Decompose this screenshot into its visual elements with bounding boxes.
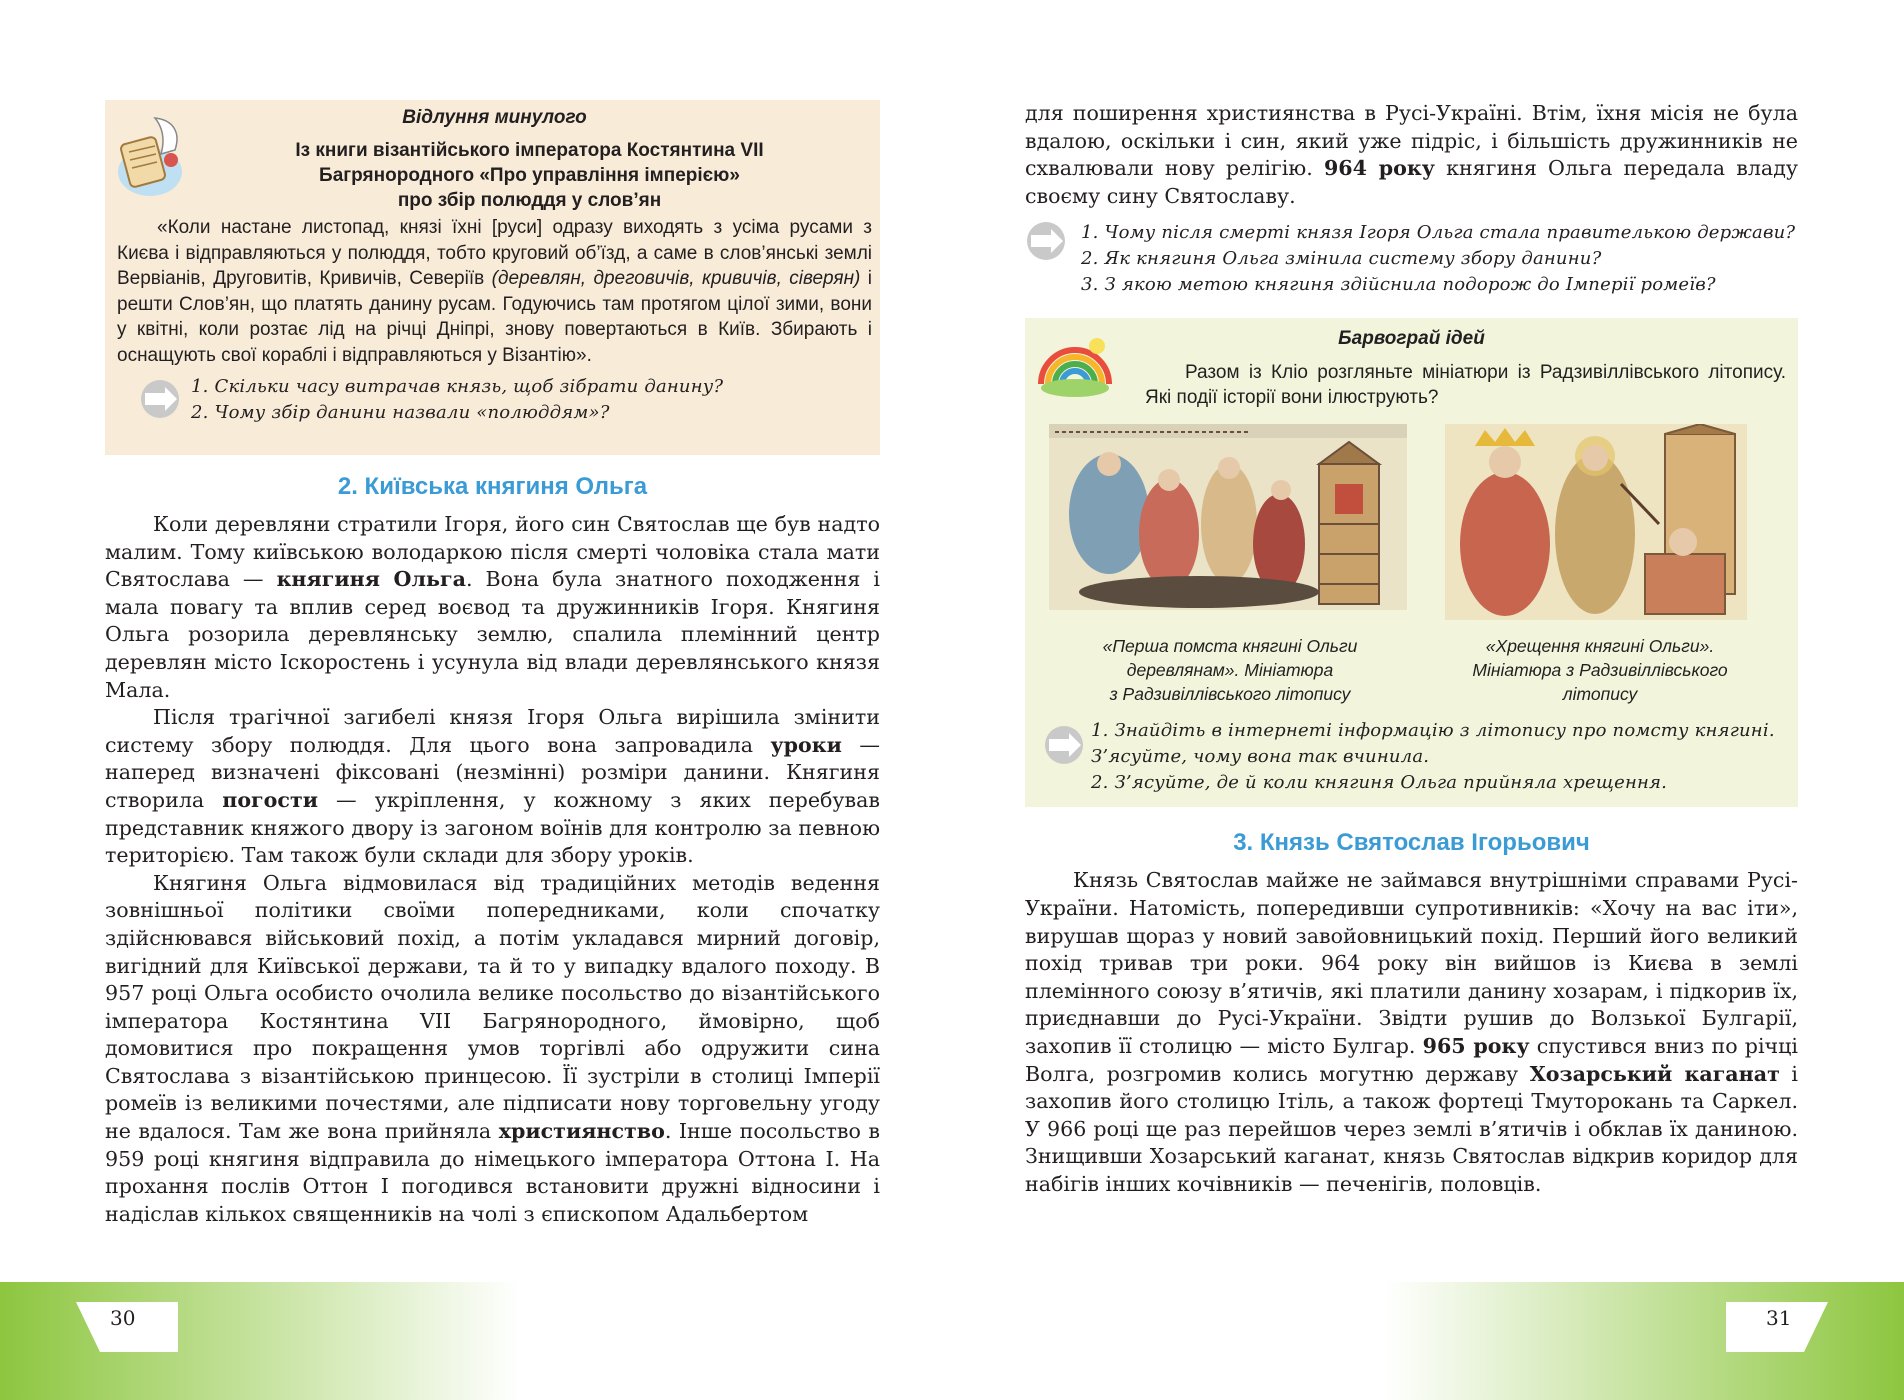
text-run: — наперед визначені фіксовані (незмінні) розміри данини. Княгиня створила [105,732,880,812]
source-title-line: Багрянородного «Про управління імперією» [319,165,740,186]
question-arrow-icon [139,378,181,420]
source-title [187,138,872,213]
idea-question: 1. Знайдіть в інтернеті інформацію з літопису про помсту княгині. З’ясуйте, чому вона так вчинила. [1091,720,1775,768]
caption-line: літопису [1562,684,1638,705]
body-paragraph [105,870,880,1229]
text-run: — укріплення, у кожному з яких перебував представник княжого двору із загоном воїнів для контролю за певною територією. Там також були склади для збору уроків. [105,787,881,868]
idea-question: 2. З’ясуйте, де й коли княгиня Ольга прийняла хрещення. [1091,772,1668,794]
echo-question: 1. Скільки часу витрачав князь, щоб зібрати данину? [191,376,724,397]
idea-box-title: Барвограй ідей [1338,328,1485,350]
echo-question: 2. Чому збір данини назвали «полюддям»? [191,402,610,423]
body-paragraph [105,511,880,704]
caption-line: деревлянам». Мініатюра [1126,660,1334,681]
emphasis: княгиня Ольга [276,567,466,592]
idea-questions [1025,718,1831,796]
echo-questions [117,374,872,426]
miniature-olga-baptism [1445,424,1747,620]
text-run: Князь Святослав майже не займався внутрішніми справами Русі-України. Натомість, попередивши супротивників: «Хочу на вас іти», вирушав щораз у новий завойовницький похід. Перший його великий похід тривав три роки. 964 року він вийшов із Києва в землі племінного союзу в’ятичів, які платили данину хозарам, і підкорив їх, приєднавши до Русі-України. Звідти рушив до Волзької Булгарії, захопив її столицю — місто Булгар. [1025,868,1798,1058]
text-run: . Інше посольство в 959 році княгиня відправила до німецького імператора Оттона І. На прохання послів Оттон І погодився встановити дружні відносини і надіслав кількох священників на чолі з єпископом Адальбертом [105,1119,880,1226]
text-run: Княгиня Ольга відмовилася від традиційних методів ведення зовнішньої політики своїми попередниками, коли спочатку здійснювався військовий похід, а потім укладався мирний договір, вигідний для Київської держави, та й то у випадку вдалого походу. В 957 році Ольга особисто очолила велике посольство до візантійського імператора Костянтина VII Багрянородного, ймовірно, щоб домовитися про покращення умов торгівлі або одружити сина Святослава з візантійською принцесою. Її зустріли в столиці Імперії ромеїв із великими почестями, але підписати нову торговельну угоду не вдалося. Там же вона прийняла [105,870,880,1144]
chronicle-quote [117,215,872,368]
scroll-quill-icon [115,110,185,200]
emphasis: 964 року [1323,156,1435,181]
section-title-olga: 2. Київська княгиня Ольга [337,473,648,500]
continued-paragraph [1025,100,1798,210]
text-run: Коли деревляни стратили Ігоря, його син Святослав ще був надто малим. Тому київською володаркою після смерті чоловіка стала мати Святослава — [105,512,880,592]
right-column [1025,100,1798,1199]
caption-line: «Перша помста княгині Ольги [1102,636,1358,657]
emphasis: погости [222,787,318,812]
idea-box [1025,318,1798,807]
olga-text [105,511,880,1228]
source-title-line: про збір полюддя у слов’ян [397,190,662,211]
page-footer [0,1282,1904,1400]
text-run: . Вона була знатного походження і мала повагу та вплив серед воєвод та дружинників Ігоря. Княгиня Ольга розорила деревлянську землю, спалила племінний центр деревлян місто Іскоростень і усунула від влади деревлянського князя Мала. [105,567,880,702]
caption-line: з Радзивіллівського літопису [1109,684,1351,705]
body-paragraph [1025,100,1798,210]
question-arrow-icon [1043,724,1085,766]
emphasis: (деревлян, дреговичів, кривичів, сіверян) [491,268,861,289]
question-arrow-icon [1025,220,1067,262]
text-run: спустився вниз по річці Волга, розгромив колись могутню державу [1025,1033,1798,1086]
caption-line: Мініатюра з Радзивіллівського [1472,660,1728,681]
text-run: княгиня Ольга передала владу своєму сину Святославу. [1025,156,1798,208]
miniature-olga-revenge [1049,424,1407,610]
section-title-sviatoslav: 3. Князь Святослав Ігорьович [1233,829,1590,857]
caption-olga-revenge [1045,634,1415,706]
text-run: «Коли настане листопад, князі їхні [руси] одразу виходять з усіма русами з Києва і відправляються у полюддя, тобто круговий об’їзд, а саме в слов’янські землі Вервіанів, Друговитів, Кривичів, Северіїв [117,217,872,289]
olga-question: 1. Чому після смерті князя Ігоря Ольга стала правителькою держави? [1081,222,1796,244]
caption-line: «Хрещення княгині Ольги». [1485,636,1715,657]
idea-box-text: Разом із Кліо розгляньте мініатюри із Радзивіллівського літопису. Які події історії вони ілюструють? [1145,362,1786,409]
caption-olga-baptism [1425,634,1775,706]
page-number-left: 30 [110,1306,136,1330]
emphasis: християнство [498,1119,665,1144]
source-title-line: Із книги візантійського імператора Костянтина VII [295,140,764,161]
echo-box-title: Відлуння минулого [402,107,587,128]
emphasis: 965 року [1422,1033,1530,1058]
emphasis: уроки [770,732,842,757]
olga-question: 2. Як княгиня Ольга змінила систему збору данини? [1081,248,1602,270]
body-paragraph [105,704,880,870]
text-run: і решти Слов’ян, що платять данину русам. Годуючись там протягом цілої зими, вони у квітні, коли розтає лід на річці Дніпрі, знову повертаються в Київ. Збирають і оснащують свої кораблі і відправляються у Візантію». [117,268,873,366]
echo-of-the-past-box [105,100,880,455]
abc-rainbow-icon [1035,324,1115,400]
olga-question: 3. З якою метою княгиня здійснила подорож до Імперії ромеїв? [1081,274,1716,296]
page-number-right: 31 [1766,1306,1792,1330]
text-run: для поширення християнства в Русі-Україні. Втім, їхня місія не була вдалою, оскільки і син, який уже підріс, і більшість дружинників не схвалювали нову релігію. [1025,101,1798,181]
olga-questions [1025,220,1798,298]
quote-paragraph [117,215,872,368]
sviatoslav-text [1025,867,1798,1198]
text-run: Після трагічної загибелі князя Ігоря Ольга вирішила змінити систему збору полюддя. Для цього вона запровадила [105,705,880,757]
left-column [105,100,880,1228]
body-paragraph [1025,867,1798,1198]
emphasis: Хозарський каганат [1529,1061,1780,1086]
text-run: і захопив його столицю Ітіль, а також фортеці Тмуторокань та Саркел. У 966 році ще раз перейшов через землі в’ятичів і обклав їх данинoю. Знищивши Хозарський каганат, князь Святослав відкрив коридор для набігів інших кочівників — печенігів, половців. [1025,1061,1798,1196]
